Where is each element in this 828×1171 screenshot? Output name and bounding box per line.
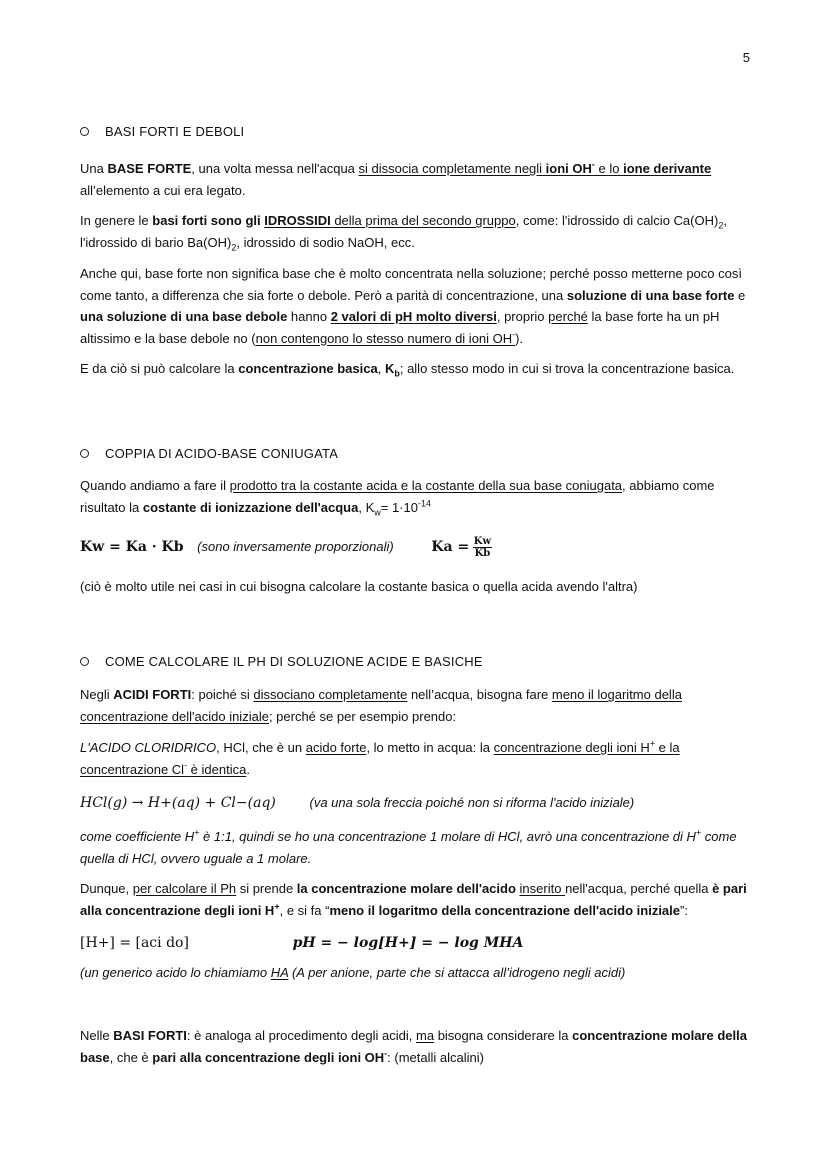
paragraph-acidi-forti: Negli ACIDI FORTI: poiché si dissociano completamente nell’acqua, bisogna fare meno il logaritmo della concentrazione dell'acido iniziale; perché se per esempio prendo: [80, 687, 682, 724]
bullet-icon [80, 449, 89, 458]
reaction-note: (va una sola freccia poiché non si riforma l'acido iniziale) [309, 795, 635, 810]
paragraph-concentrazione: Anche qui, base forte non significa base che è molto concentrata nella soluzione; perché posso metterne poco così come tanto, a differenza che sia forte o debole. Però a parità di concentrazione, una soluzione di una base forte e una soluzione di una base debole hanno 2 valori di pH molto diversi, proprio perché la base forte ha un pH altissimo e la base debole no (non contengono lo stesso numero di ioni OH-). [80, 266, 746, 346]
section-heading-basi-forti: BASI FORTI E DEBOLI [80, 124, 244, 139]
paragraph-calcolo-ph: Dunque, per calcolare il Ph si prende la concentrazione molare dell'acido inserito nell'acqua, perché quella è pari alla concentrazione degli ioni H+, e si fa “meno il logaritmo della concentrazione dell'acido iniziale”: [80, 881, 747, 918]
paragraph-basi-forti: Nelle BASI FORTI: è analoga al procedimento degli acidi, ma bisogna considerare la concentrazione molare della base, che è pari alla concentrazione degli ioni OH-: (metalli alcalini) [80, 1028, 747, 1065]
paragraph-concentrazione-basica: E da ciò si può calcolare la concentrazione basica, $K_b$; allo stesso modo in cui si trova la concentrazione basica. [80, 361, 735, 379]
paragraph-generico-acido: (un generico acido lo chiamiamo HA (A per anione, parte che si attacca all’idrogeno negli acidi) [80, 965, 626, 980]
paragraph-prodotto: Quando andiamo a fare il prodotto tra la costante acida e la costante della sua base coniugata, abbiamo come risultato la costante di ionizzazione dell'acqua, $K_w= 1\cdot 10^{-14}$ [80, 478, 715, 518]
paragraph-idrossidi: In genere le basi forti sono gli IDROSSIDI della prima del secondo gruppo, come: l'idrossido di calcio $Ca(OH)_2$, l'idrossido di bario $Ba(OH)_2$, idrossido di sodio NaOH, ecc. [80, 213, 727, 253]
formula-row-ph [80, 932, 760, 955]
section-heading-coppia: COPPIA DI ACIDO-BASE CONIUGATA [80, 446, 338, 461]
formula-kw: Kw = Ka · Kb [80, 539, 184, 555]
page-number: 5 [742, 50, 750, 65]
reaction-row [80, 792, 748, 815]
formula-ka-fraction: $\frac{Kw}{Kb}$ [473, 536, 492, 560]
paragraph-acido-cloridrico: L'ACIDO CLORIDRICO, HCl, che è un acido forte, lo metto in acqua: la concentrazione degli ioni H+ e la concentrazione Cl- è identica. [80, 738, 680, 777]
formula-ph: pH = − log[H+] = − log MHA [292, 935, 524, 951]
paragraph-coefficiente: come coefficiente H+ è 1:1, quindi se ho una concentrazione 1 molare di HCl, avrò una concentrazione di H+ come quella di HCl, ovvero uguale a 1 molare. [80, 827, 737, 866]
bullet-icon [80, 127, 89, 136]
formula-ka-lhs: Ka = [431, 539, 470, 555]
bullet-icon [80, 657, 89, 666]
formula-note: (sono inversamente proporzionali) [197, 539, 394, 554]
paragraph-base-forte: Una BASE FORTE, una volta messa nell'acqua si dissocia completamente negli ioni OH- e lo ione derivante all’elemento a cui era legato. [80, 159, 712, 198]
formula-h-concentration: [H+] = [aci do] [80, 935, 189, 951]
reaction-equation: HCl(g) → H+(aq) + Cl−(aq) [80, 795, 276, 811]
formula-row-kw [80, 536, 760, 559]
section-heading-ph: COME CALCOLARE IL PH DI SOLUZIONE ACIDE E BASICHE [80, 654, 483, 669]
paragraph-utile: (ciò è molto utile nei casi in cui bisogna calcolare la costante basica o quella acida avendo l'altra) [80, 579, 638, 594]
